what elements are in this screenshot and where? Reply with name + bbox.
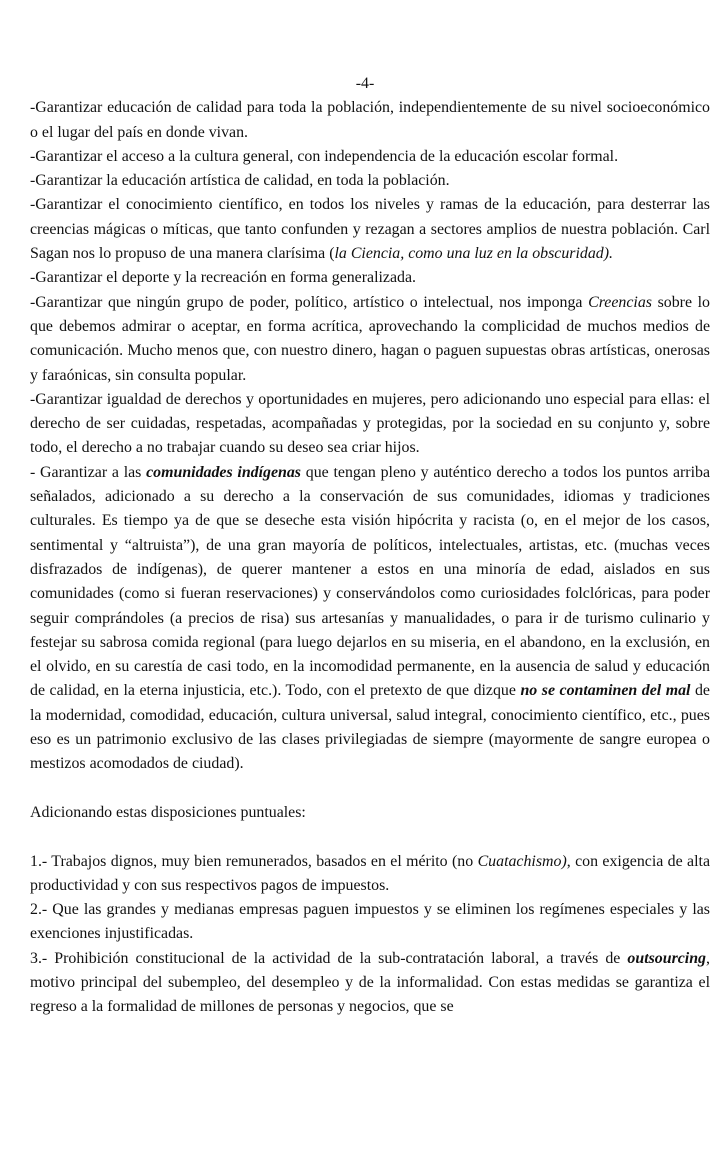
bold-italic-text: outsourcing bbox=[627, 949, 707, 967]
document-page bbox=[30, 72, 710, 1020]
numbered-paragraph: 2.- Que las grandes y medianas empresas paguen impuestos y se eliminen los regímenes especiales y las exenciones injustificadas. bbox=[30, 901, 710, 943]
blank-line bbox=[30, 825, 710, 849]
numbered-paragraph: 3.- Prohibición constitucional de la actividad de la sub-contratación laboral, a través de outsourcing, motivo principal del subempleo, del desempleo y de la informalidad. Con estas medidas se garantiza el regreso a la formalidad de millones de personas y negocios, que se bbox=[30, 949, 710, 1016]
bullet-paragraph: -Garantizar que ningún grupo de poder, político, artístico o intelectual, nos imponga Creencias sobre lo que debemos admirar o aceptar, en forma acrítica, aprovechando la complicidad de muchos medios de comunicación. Mucho menos que, con nuestro dinero, hagan o paguen supuestas obras artísticas, onerosas y faraónicas, sin consulta popular. bbox=[30, 293, 710, 384]
italic-text: Cuatachismo) bbox=[477, 852, 567, 870]
blank-line bbox=[30, 777, 710, 801]
bullet-paragraph: -Garantizar educación de calidad para toda la población, independientemente de su nivel socioeconómico o el lugar del país en donde vivan. bbox=[30, 99, 710, 141]
bullet-paragraph: -Garantizar el conocimiento científico, en todos los niveles y ramas de la educación, para desterrar las creencias mágicas o míticas, que tanto confunden y rezagan a sectores amplios de nuestra población. Carl Sagan nos lo propuso de una manera clarísima (la Ciencia, como una luz en la obscuridad). bbox=[30, 196, 710, 263]
bullet-paragraph: -Garantizar el acceso a la cultura general, con independencia de la educación escolar formal. bbox=[30, 147, 619, 165]
italic-text: Creencias bbox=[588, 293, 652, 311]
intro-line: Adicionando estas disposiciones puntuales: bbox=[30, 803, 306, 821]
bullet-paragraph: -Garantizar igualdad de derechos y oportunidades en mujeres, pero adicionando uno especial para ellas: el derecho de ser cuidadas, respetadas, acompañadas y protegidas, por la sociedad en su conjunto y, sobre todo, el derecho a no trabajar cuando su deseo sea criar hijos. bbox=[30, 390, 710, 457]
page-number: -4- bbox=[355, 75, 375, 92]
bullet-paragraph: -Garantizar el deporte y la recreación en forma generalizada. bbox=[30, 269, 416, 287]
bullet-paragraph: - Garantizar a las comunidades indígenas que tengan pleno y auténtico derecho a todos los puntos arriba señalados, adicionado a su derecho a la conservación de sus comunidades, idiomas y tradiciones culturales. Es tiempo ya de que se deseche esta visión hipócrita y racista (o, en el mejor de los casos, sentimental y “altruista”), de una gran mayoría de políticos, intelectuales, artistas, etc. (muchas veces disfrazados de indígenas), de querer mantener a estos en una minoría de edad, aislados en sus comunidades (como si fueran reservaciones) y conservándolos como curiosidades folclóricas, para poder seguir comprándoles (a precios de risa) sus artesanías y manualidades, o para ir de turismo culinario y festejar su sabrosa comida regional (para luego dejarlos en su miseria, en el abandono, en la exclusión, en el olvido, en su carestía de casi todo, en la incomodidad permanente, en la ausencia de salud y educación de calidad, en la eterna injusticia, etc.). Todo, con el pretexto de que dizque no se contaminen del mal de la modernidad, comodidad, educación, cultura universal, salud integral, conocimiento científico, etc., pues eso es un patrimonio exclusivo de las clases privilegiadas de siempre (mayormente de sangre europea o mestizos acomodados de ciudad). bbox=[30, 463, 710, 773]
bold-italic-text: no se contaminen del mal bbox=[520, 682, 691, 700]
italic-text: la Ciencia, como una luz en la obscuridad). bbox=[334, 245, 613, 263]
numbered-paragraph: 1.- Trabajos dignos, muy bien remunerados, basados en el mérito (no Cuatachismo), con exigencia de alta productividad y con sus respectivos pagos de impuestos. bbox=[30, 852, 710, 894]
bold-italic-text: comunidades indígenas bbox=[146, 463, 301, 481]
bullet-paragraph: -Garantizar la educación artística de calidad, en toda la población. bbox=[30, 172, 450, 190]
